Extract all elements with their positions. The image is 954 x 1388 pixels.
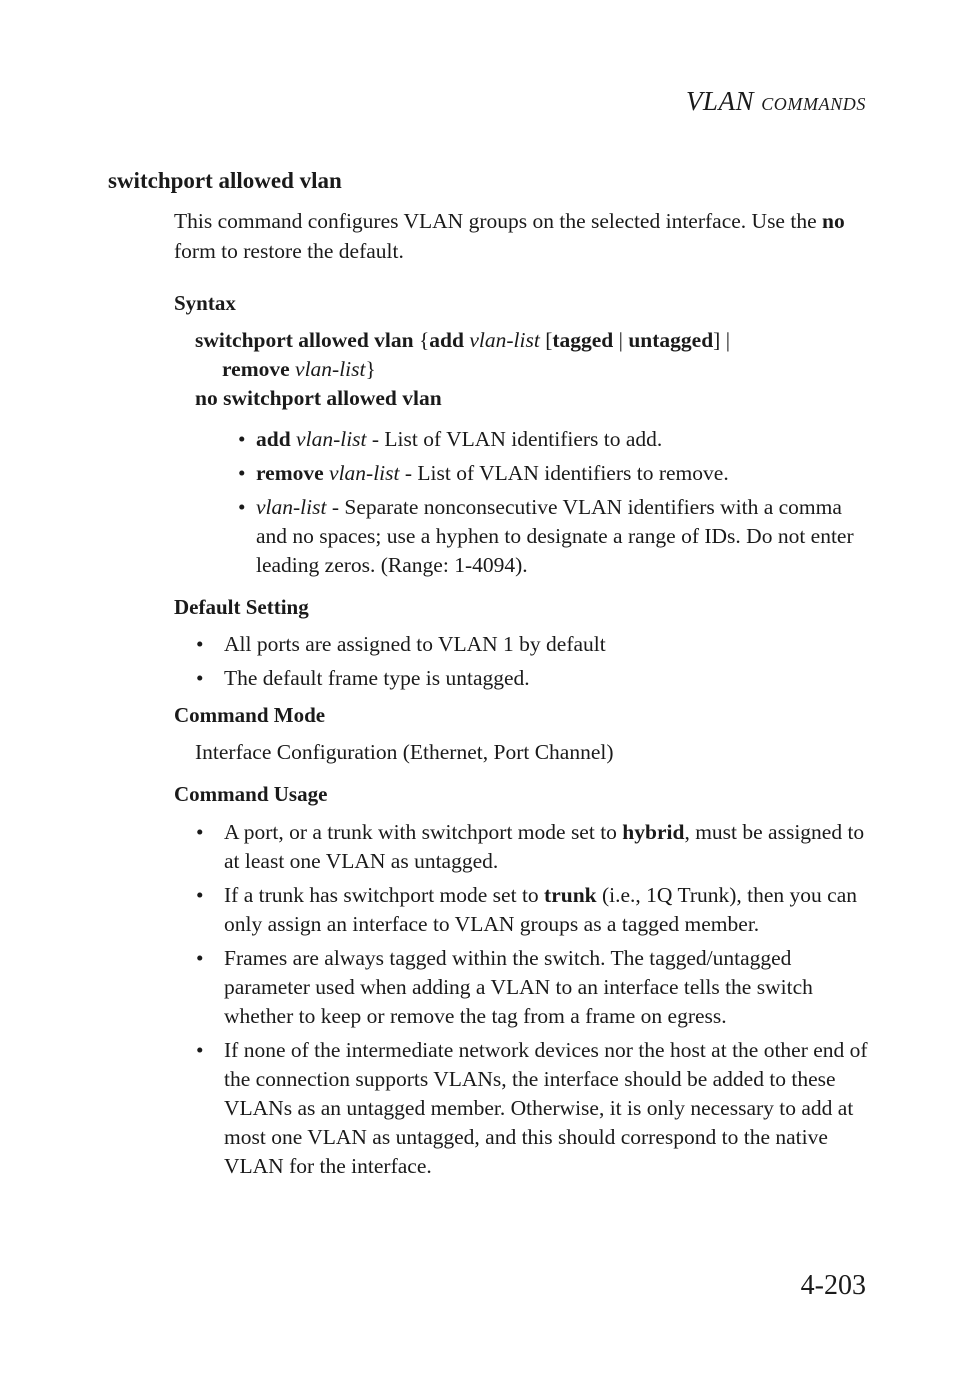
param-description: - Separate nonconsecutive VLAN identifiers with a comma and no spaces; use a hyphen to designate a range of IDs. Do not enter leading zeros. (Range: 1-4094). [256, 495, 854, 577]
command-usage-list [196, 818, 868, 1186]
bullet-icon: • [238, 495, 246, 519]
syntax-kw-untagged: untagged [628, 328, 714, 352]
syntax-pipe: | [613, 328, 629, 352]
usage-text: If none of the intermediate network devices nor the host at the other end of the connection supports VLANs, the interface should be added to these VLANs as an untagged member. Otherwise, it is only necessary to add at most one VLAN as untagged, and this should correspond to the native VLAN for the interface. [224, 1038, 868, 1178]
bullet-icon: • [238, 427, 246, 451]
command-mode-heading: Command Mode [174, 703, 326, 727]
syntax-kw-remove: remove [222, 357, 290, 381]
syntax-line-3 [195, 384, 875, 413]
param-description: - List of VLAN identifiers to add. [366, 427, 663, 451]
syntax-cmd: switchport allowed vlan [195, 328, 414, 352]
list-item [196, 818, 868, 876]
page-number: 4-203 [800, 1270, 866, 1301]
usage-text: (i.e., 1Q Trunk), then you can only assign an interface to VLAN groups as a tagged member. [224, 883, 857, 936]
param-argument: vlan-list [296, 427, 367, 451]
running-head [686, 86, 866, 117]
bullet-icon: • [196, 632, 204, 656]
usage-text: If a trunk has switchport mode set to [224, 883, 545, 907]
list-item [196, 630, 868, 659]
intro-text-a: This command configures VLAN groups on the selected interface. Use the [174, 209, 822, 233]
command-mode-text: Interface Configuration (Ethernet, Port Channel) [195, 740, 614, 764]
syntax-bracket-open: [ [539, 328, 553, 352]
list-item [238, 459, 868, 488]
syntax-heading: Syntax [174, 291, 236, 315]
syntax-no-form: no switchport allowed vlan [195, 386, 442, 410]
syntax-line-1 [195, 326, 875, 355]
running-head-small-caps: COMMANDS [761, 94, 866, 114]
syntax-bracket-close: ] | [713, 328, 731, 352]
syntax-brace-close: } [365, 357, 376, 381]
command-description [174, 206, 866, 266]
command-title: switchport allowed vlan [108, 168, 342, 193]
bullet-icon: • [238, 461, 246, 485]
usage-keyword-hybrid: hybrid [622, 820, 685, 844]
usage-text: A port, or a trunk with switchport mode set to [224, 820, 623, 844]
default-item-text: The default frame type is untagged. [224, 666, 530, 690]
list-item [196, 944, 868, 1031]
default-setting-list [196, 630, 868, 698]
default-setting-heading: Default Setting [174, 595, 309, 619]
usage-text: , must be assigned to at least one VLAN as untagged. [224, 820, 865, 873]
bullet-icon: • [196, 883, 204, 907]
syntax-block [195, 326, 875, 413]
parameter-list [238, 425, 868, 585]
syntax-arg-vlan-list: vlan-list [469, 328, 540, 352]
default-item-text: All ports are assigned to VLAN 1 by default [224, 632, 606, 656]
list-item [196, 664, 868, 693]
param-description: - List of VLAN identifiers to remove. [399, 461, 729, 485]
syntax-arg-vlan-list: vlan-list [295, 357, 366, 381]
bullet-icon: • [196, 1038, 204, 1062]
bullet-icon: • [196, 946, 204, 970]
bullet-icon: • [196, 666, 204, 690]
param-keyword: remove [256, 461, 324, 485]
list-item [238, 493, 868, 580]
param-argument: vlan-list [329, 461, 400, 485]
list-item [196, 881, 868, 939]
intro-keyword-no: no [822, 209, 845, 233]
param-argument: vlan-list [256, 495, 327, 519]
syntax-brace-open: { [413, 328, 430, 352]
running-head-main: VLAN [685, 86, 762, 116]
syntax-kw-tagged: tagged [552, 328, 614, 352]
list-item [238, 425, 868, 454]
bullet-icon: • [196, 820, 204, 844]
param-keyword: add [256, 427, 291, 451]
usage-text: Frames are always tagged within the switch. The tagged/untagged parameter used when adding a VLAN to an interface tells the switch whether to keep or remove the tag from a frame on egress. [224, 946, 813, 1028]
usage-keyword-trunk: trunk [544, 883, 597, 907]
syntax-kw-add: add [429, 328, 464, 352]
command-usage-heading: Command Usage [174, 782, 328, 806]
list-item [196, 1036, 868, 1181]
syntax-line-2 [195, 355, 875, 384]
intro-text-c: form to restore the default. [174, 239, 404, 263]
